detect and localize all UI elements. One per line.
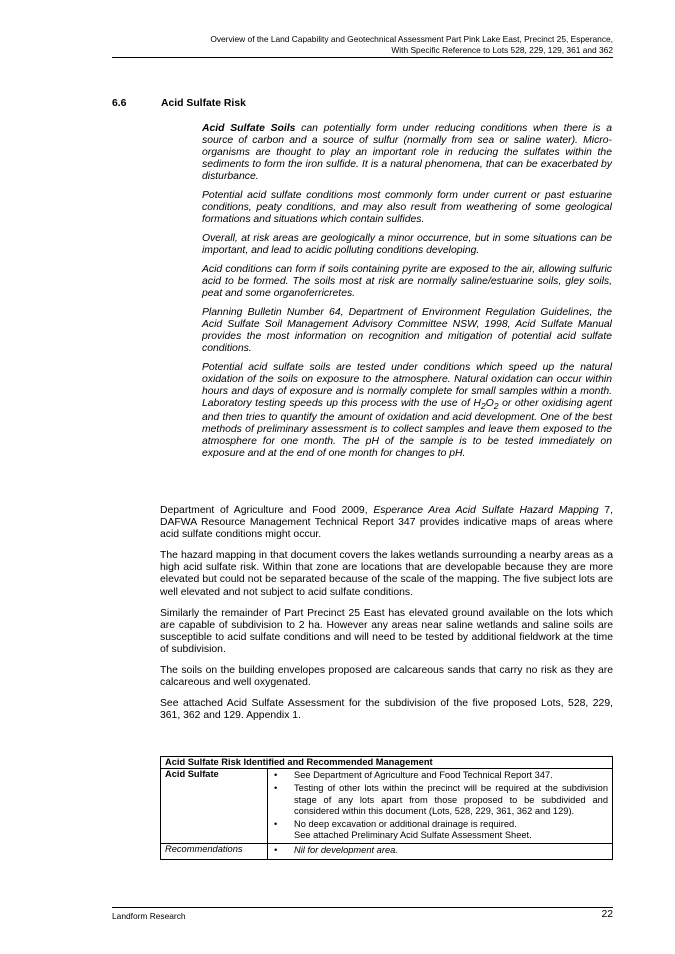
table-header-row: [161, 757, 613, 769]
row-label: Acid Sulfate: [161, 769, 268, 844]
paragraph-potential-conditions: Potential acid sulfate conditions most commonly form under current or past estuarine conditions, peaty conditions, and may also result from weathering of some geological formations and situations which contain sulfides.: [202, 190, 612, 226]
paragraph-testing: Potential acid sulfate soils are tested under conditions which speed up the natural oxidation of the soils on exposure to the atmosphere. Natural oxidation can occur within hours and days of exposure and is normally complete for small samples within a month. Laboratory testing speeds up this process with the use of $H_2O_2$ or other oxidising agent and then tries to quantify the amount of oxidation and acid development. One of the best methods of preliminary assessment is to collect samples and leave them exposed to the atmosphere for one month. The pH of the sample is to be tested immediately on exposure and at the end of one month for changes to pH.: [202, 361, 613, 460]
row-label: Recommendations: [161, 844, 268, 859]
footer-organisation: Landform Research: [112, 911, 186, 921]
paragraph-planning-bulletin: Planning Bulletin Number 64, Department of Environment Regulation Guidelines, the Acid Sulfate Soil Management Advisory Committee NSW, 1998, Acid Sulfate Manual provides the most information on recognition and mitigation of potential acid sulfate conditions.: [202, 306, 612, 354]
list-item: • See Department of Agriculture and Food Technical Report 347.: [274, 770, 553, 781]
list-item: • No deep excavation or additional drainage is required. See attached Preliminary Acid Sulfate Assessment Sheet.: [274, 819, 532, 841]
section-title: Acid Sulfate Risk: [161, 98, 246, 109]
paragraph-acid-sulfate-soils: Acid Sulfate Soils can potentially form under reducing conditions when there is a source of carbon and a source of sulfur (normally from sea or saline water). Micro-organisms are thought to play an important role in reducing the sulfates within the sediments to form the iron sulfide. It is a natural phenomena, that can be exacerbated by disturbance.: [202, 123, 613, 183]
list-item: • Testing of other lots within the precinct will be required at the subdivision stage of any lots apart from those proposed to be subdivided and considered within this document (Lots, 528, 229, 361, 362 and 129).: [274, 783, 608, 816]
table-header: Acid Sulfate Risk Identified and Recommended Management: [161, 757, 613, 769]
table-row: [161, 769, 613, 844]
body-text-block: [160, 505, 613, 731]
paragraph-lead-term: Acid Sulfate Soils: [202, 123, 296, 134]
row-content: [268, 769, 613, 844]
footer-divider: [112, 907, 613, 908]
paragraph-precinct-remainder: Similarly the remainder of Part Precinct 25 East has elevated ground available on the lots which are capable of subdivision to 2 ha. However any areas near saline wetlands and saline soils are susceptible to acid sulfate conditions and will need to be tested by additional fieldwork at the time of subdivision.: [160, 607, 613, 655]
header-divider: [112, 57, 613, 58]
paragraph-building-envelopes: The soils on the building envelopes proposed are calcareous sands that carry no risk as they are calcareous and well oxygenated.: [160, 665, 613, 689]
running-header: [143, 34, 613, 56]
section-heading: [112, 97, 246, 110]
paragraph-acid-conditions: Acid conditions can form if soils containing pyrite are exposed to the air, allowing sulfuric acid to be formed. The soils most at risk are normally saline/estuarine soils, gley soils, peat and some organoferricretes.: [202, 263, 612, 299]
header-line-1: Overview of the Land Capability and Geotechnical Assessment Part Pink Lake East, Precinct 25, Esperance,: [210, 34, 613, 44]
risk-management-table: [160, 756, 613, 860]
list-item: • Nil for development area.: [274, 845, 398, 856]
paragraph-dafwa-report: Department of Agriculture and Food 2009, Esperance Area Acid Sulfate Hazard Mapping 7, DAFWA Resource Management Technical Report 347 provides indicative maps of areas where acid sulfate conditions might occur.: [160, 505, 613, 541]
header-line-2: With Specific Reference to Lots 528, 229, 129, 361 and 362: [391, 45, 613, 55]
italic-text-block: [202, 123, 612, 467]
page-number: 22: [601, 909, 613, 920]
paragraph-hazard-mapping: The hazard mapping in that document covers the lakes wetlands surrounding a nearby areas as a high acid sulfate risk. Within that zone are locations that are developable because they are more elevated but could not be separated because of the scale of the mapping. The five subject lots are well elevated and not subject to acid sulfate conditions.: [160, 550, 613, 598]
section-number: 6.6: [112, 98, 127, 109]
row-content: [268, 844, 613, 859]
table-row: [161, 844, 613, 859]
paragraph-at-risk-areas: Overall, at risk areas are geologically a minor occurrence, but in some situations can be important, and lead to acidic polluting conditions developing.: [202, 232, 612, 257]
paragraph-see-attached: See attached Acid Sulfate Assessment for the subdivision of the five proposed Lots, 528, 229, 361, 362 and 129. Appendix 1.: [160, 698, 613, 722]
